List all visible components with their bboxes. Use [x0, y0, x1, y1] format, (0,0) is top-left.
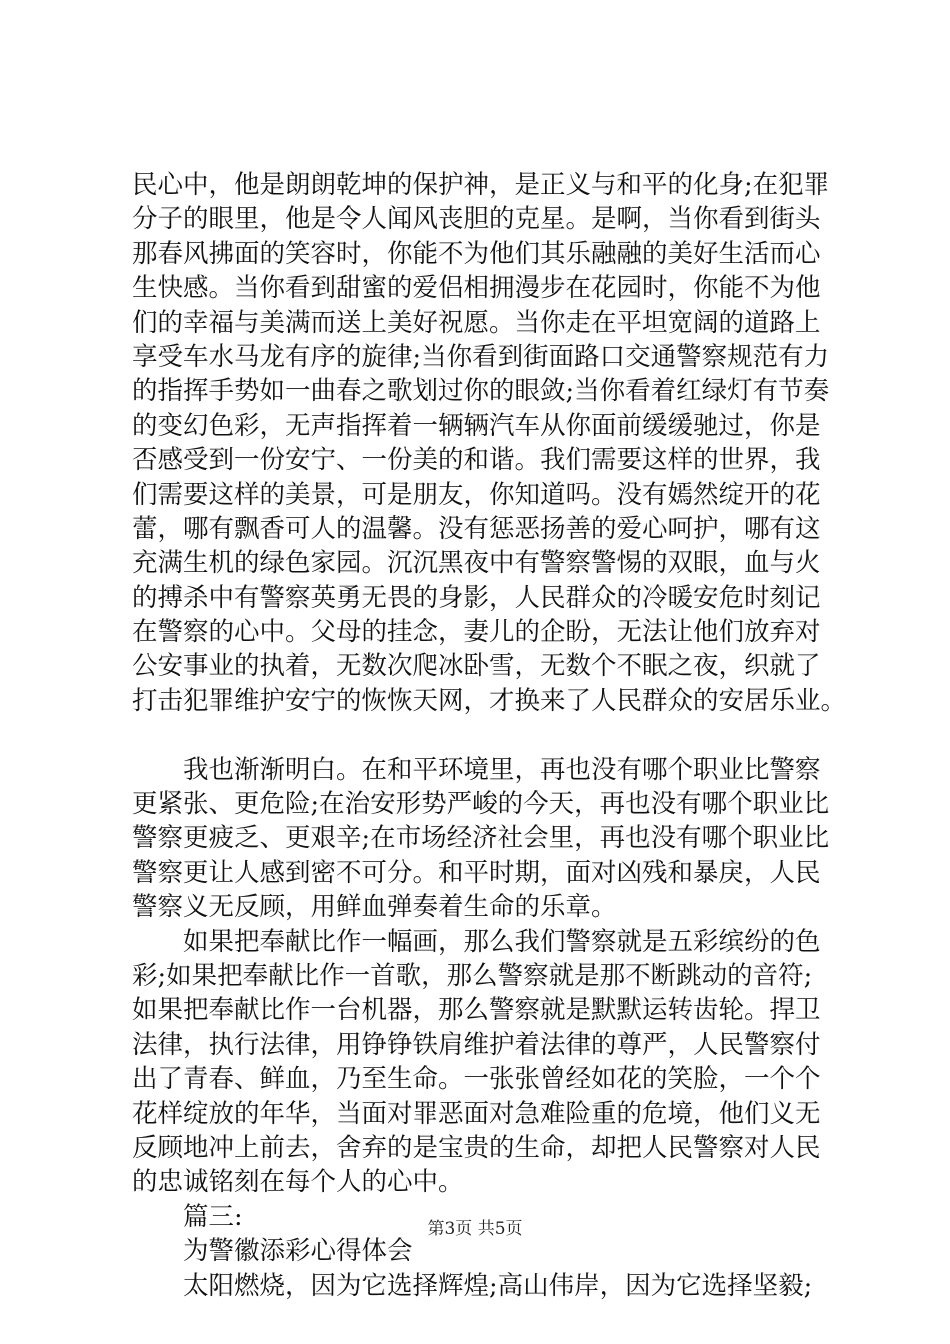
text-line: 们的幸福与美满而送上美好祝愿。当你走在平坦宽阔的道路上 — [132, 307, 821, 338]
text-line: 法律，执行法律，用铮铮铁肩维护着法律的尊严，人民警察付 — [132, 1029, 821, 1060]
paragraph-2 — [132, 753, 832, 925]
text-line: 更紧张、更危险;在治安形势严峻的今天，再也没有哪个职业比 — [132, 789, 830, 820]
text-line: 民心中，他是朗朗乾坤的保护神，是正义与和平的化身;在犯罪 — [132, 170, 830, 200]
text-line: 警察更让人感到密不可分。和平时期，面对凶残和暴戾，人民 — [132, 857, 821, 888]
text-line: 分子的眼里，他是令人闻风丧胆的克星。是啊，当你看到街头 — [132, 204, 821, 235]
text-line: 太阳燃烧，因为它选择辉煌;高山伟岸，因为它选择坚毅; — [132, 1270, 813, 1301]
text-line: 反顾地冲上前去，舍弃的是宝贵的生命，却把人民警察对人民 — [132, 1132, 821, 1163]
text-line: 享受车水马龙有序的旋律;当你看到街面路口交通警察规范有力 — [132, 341, 830, 372]
text-line: 蕾，哪有飘香可人的温馨。没有惩恶扬善的爱心呵护，哪有这 — [132, 513, 821, 544]
text-line: 生快感。当你看到甜蜜的爱侣相拥漫步在花园时，你能不为他 — [132, 273, 821, 304]
section-title: 为警徽添彩心得体会 — [132, 1236, 413, 1267]
text-line: 在警察的心中。父母的挂念，妻儿的企盼，无法让他们放弃对 — [132, 617, 821, 648]
text-line: 花样绽放的年华，当面对罪恶面对急难险重的危境，他们义无 — [132, 1098, 821, 1129]
paragraph-spacer — [132, 718, 832, 752]
text-line: 警察更疲乏、更艰辛;在市场经济社会里，再也没有哪个职业比 — [132, 823, 830, 854]
text-line: 的指挥手势如一曲春之歌划过你的眼敛;当你看着红绿灯有节奏 — [132, 376, 830, 407]
paragraph-1 — [132, 168, 847, 718]
text-line: 如果把奉献比作一台机器，那么警察就是默默运转齿轮。捍卫 — [132, 995, 821, 1026]
text-line: 的变幻色彩，无声指挥着一辆辆汽车从你面前缓缓驰过，你是 — [132, 410, 821, 441]
text-line: 公安事业的执着，无数次爬冰卧雪，无数个不眠之夜，织就了 — [132, 651, 821, 682]
paragraph-3 — [132, 925, 832, 1200]
text-line: 我也渐渐明白。在和平环境里，再也没有哪个职业比警察 — [132, 754, 821, 785]
text-line: 否感受到一份安宁、一份美的和谐。我们需要这样的世界，我 — [132, 445, 821, 476]
section-label: 篇三: — [132, 1201, 243, 1232]
text-line: 打击犯罪维护安宁的恢恢天网，才换来了人民群众的安居乐业。 — [132, 685, 847, 716]
page-number-footer: 第3页 共5页 — [427, 1219, 523, 1239]
text-line: 警察义无反顾，用鲜血弹奏着生命的乐章。 — [132, 892, 617, 923]
text-line: 充满生机的绿色家园。沉沉黑夜中有警察警惕的双眼，血与火 — [132, 548, 821, 579]
text-line: 如果把奉献比作一幅画，那么我们警察就是五彩缤纷的色 — [132, 926, 821, 957]
text-line: 的忠诚铭刻在每个人的心中。 — [132, 1167, 464, 1198]
text-line: 彩;如果把奉献比作一首歌，那么警察就是那不断跳动的音符; — [132, 960, 813, 991]
text-line: 们需要这样的美景，可是朋友，你知道吗。没有嫣然绽开的花 — [132, 479, 821, 510]
text-line: 出了青春、鲜血，乃至生命。一张张曾经如花的笑脸，一个个 — [132, 1064, 821, 1095]
text-line: 那春风拂面的笑容时，你能不为他们其乐融融的美好生活而心 — [132, 238, 821, 269]
document-body — [132, 168, 847, 1303]
text-line: 的搏杀中有警察英勇无畏的身影，人民群众的冷暖安危时刻记 — [132, 582, 821, 613]
paragraph-4 — [132, 1200, 832, 1303]
